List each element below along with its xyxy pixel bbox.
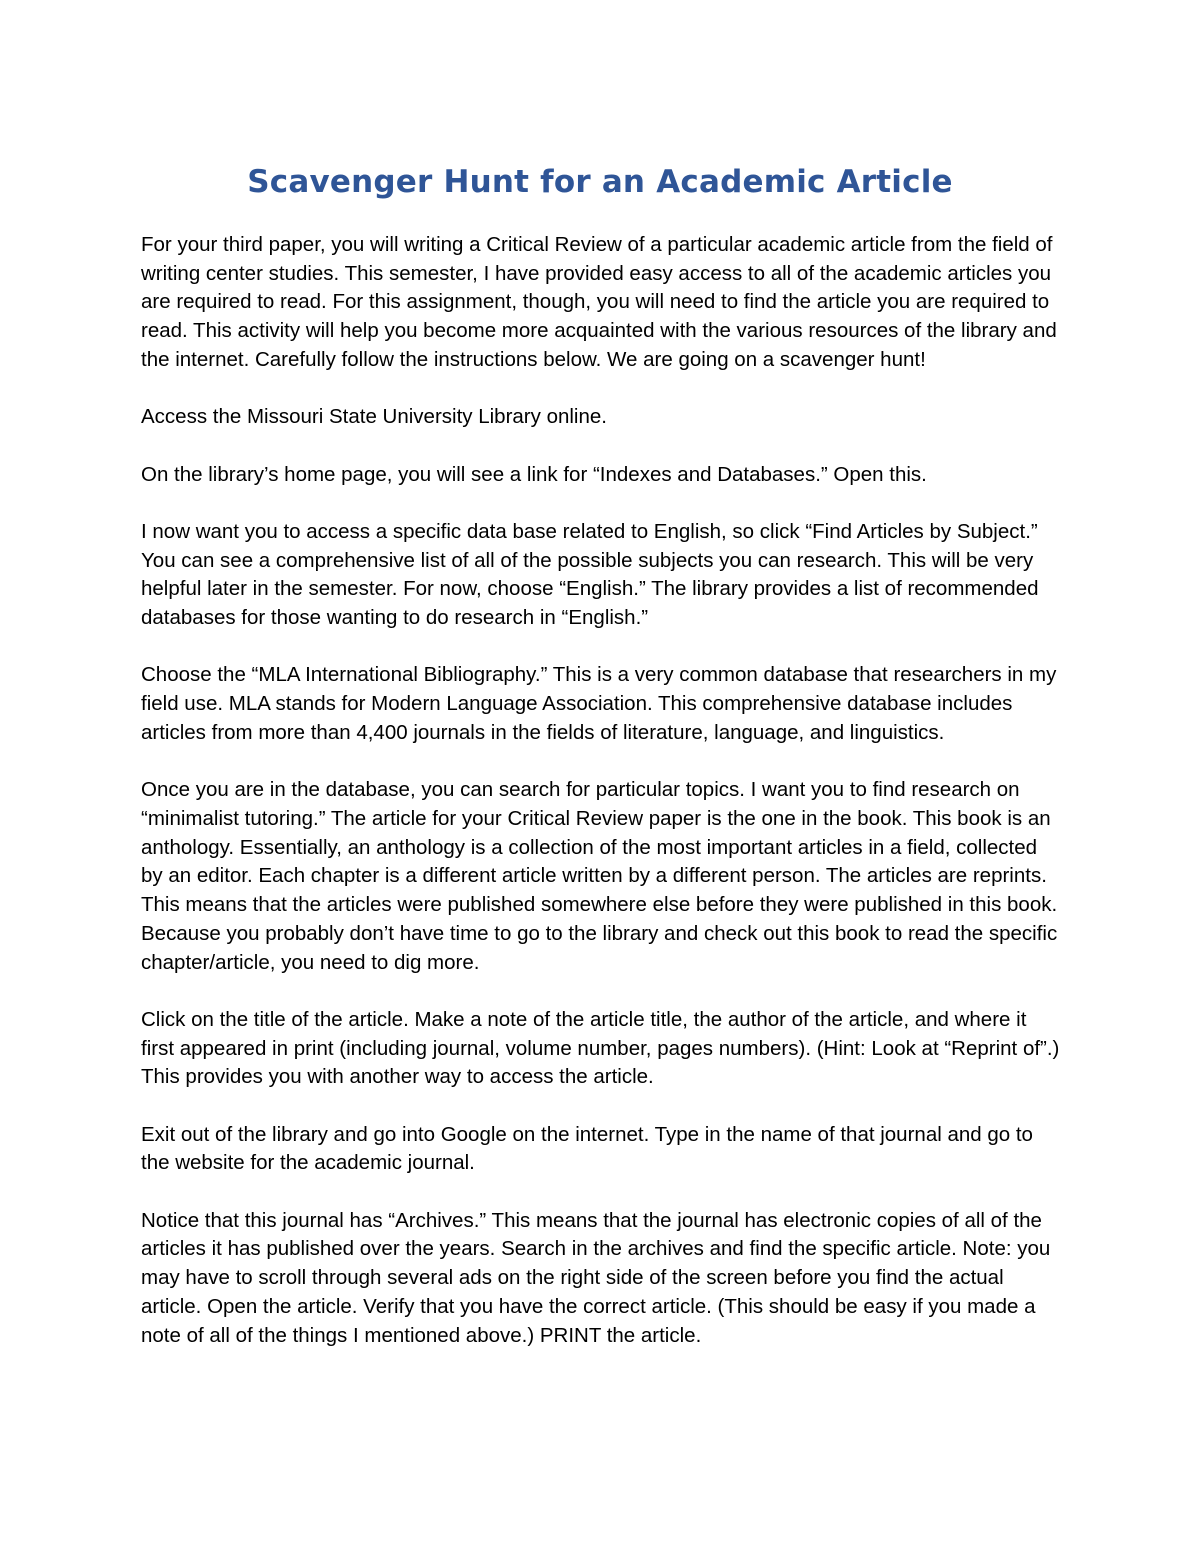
paragraph-find-by-subject: I now want you to access a specific data base related to English, so click “Find Articles by Subject.” You can see a comprehensive list of all of the possible subjects you can research. This will be very helpful later in the semester. For now, choose “English.” The library provides a list of recommended databases for those wanting to do research in “English.” <box>141 519 1039 630</box>
paragraph-mla-bibliography: Choose the “MLA International Bibliography.” This is a very common database that researchers in my field use. MLA stands for Modern Language Association. This comprehensive database includes articles from more than 4,400 journals in the fields of literature, language, and linguistics. <box>141 663 1057 744</box>
paragraph-google-journal: Exit out of the library and go into Google on the internet. Type in the name of that journal and go to the website for the academic journal. <box>141 1122 1033 1175</box>
paragraph-search-topics: Once you are in the database, you can search for particular topics. I want you to find research on “minimalist tutoring.” The article for your Critical Review paper is the one in the book. This book is an anthology. Essentially, an anthology is a collection of the most important articles in a field, collected by an editor. Each chapter is a different article written by a different person. The articles are reprints. This means that the articles were published somewhere else before they were published in this book. Because you probably don’t have time to go to the library and check out this book to read the specific chapter/article, you need to dig more. <box>141 778 1058 974</box>
document-body <box>141 231 1061 1379</box>
paragraph-intro: For your third paper, you will writing a Critical Review of a particular academic article from the field of writing center studies. This semester, I have provided easy access to all of the academic articles you are required to read. For this assignment, though, you will need to find the article you are required to read. This activity will help you become more acquainted with the various resources of the library and the internet. Carefully follow the instructions below. We are going on a scavenger hunt! <box>141 233 1057 371</box>
paragraph-access-library: Access the Missouri State University Library online. <box>141 405 607 429</box>
paragraph-article-title: Click on the title of the article. Make a note of the article title, the author of the article, and where it first appeared in print (including journal, volume number, pages numbers). (Hint: Look at “Reprint of”.) This provides you with another way to access the article. <box>141 1007 1060 1089</box>
document-title: Scavenger Hunt for an Academic Article <box>247 164 953 200</box>
paragraph-indexes-databases: On the library’s home page, you will see a link for “Indexes and Databases.” Open this. <box>141 462 927 486</box>
paragraph-archives: Notice that this journal has “Archives.” This means that the journal has electronic copies of all of the articles it has published over the years. Search in the archives and find the specific article. Note: you may have to scroll through several ads on the right side of the screen before you find the actual article. Open the article. Verify that you have the correct article. (This should be easy if you made a note of all of the things I mentioned above.) PRINT the article. <box>141 1208 1051 1347</box>
